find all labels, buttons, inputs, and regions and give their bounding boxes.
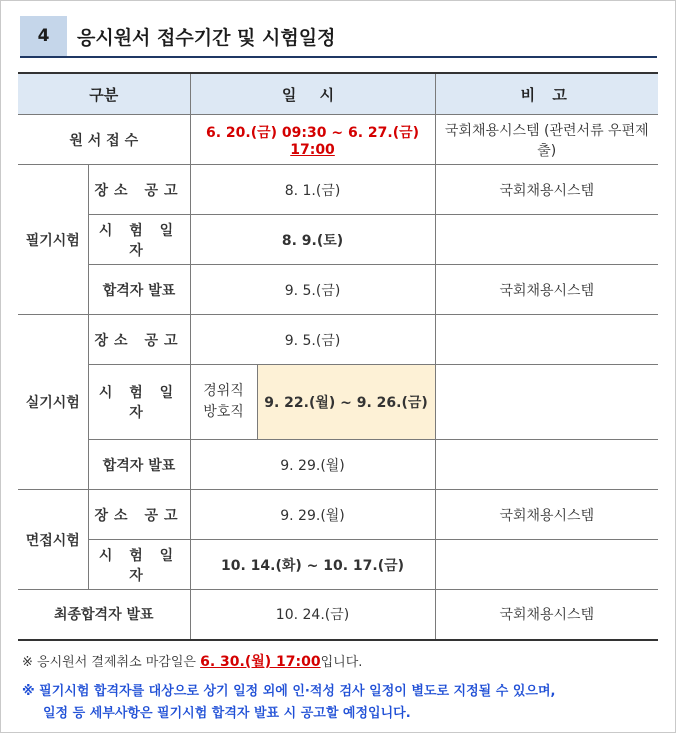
interview-place-label: 장소 공고: [88, 490, 190, 540]
practical-place-remark: [435, 315, 658, 365]
note-cancel-deadline: [22, 651, 362, 671]
note2-line1: ※ 필기시험 합격자를 대상으로 상기 일정 외에 인·적성 검사 일정이 별도로 지정될 수 있으며,: [22, 684, 556, 699]
section-header: [20, 16, 657, 58]
table-row: [18, 540, 658, 590]
table-row: [18, 490, 658, 540]
header-category: 구분: [18, 73, 190, 115]
position-bangho: 방호직: [203, 404, 244, 420]
interview-place-remark: 국회채용시스템: [435, 490, 658, 540]
table-row: [18, 365, 658, 440]
practical-exam-remark: [435, 365, 658, 440]
note2-line2: 일정 등 세부사항은 필기시험 합격자 발표 시 공고할 예정입니다.: [43, 706, 411, 721]
practical-result-label: 합격자 발표: [88, 440, 190, 490]
interview-exam-date: 10. 14.(화) ~ 10. 17.(금): [190, 540, 435, 590]
written-exam-label: 시 험 일 자: [88, 215, 190, 265]
table-row: [18, 115, 658, 165]
written-result-label: 합격자 발표: [88, 265, 190, 315]
practical-place-label: 장소 공고: [88, 315, 190, 365]
table-row: [18, 165, 658, 215]
header-remarks: 비 고: [435, 73, 658, 115]
practical-exam-date: 9. 22.(월) ~ 9. 26.(금): [257, 365, 435, 440]
note1-date: 6. 30.(월) 17:00: [200, 654, 321, 670]
written-result-remark: 국회채용시스템: [435, 265, 658, 315]
written-exam-remark: [435, 215, 658, 265]
table-row: [18, 590, 658, 640]
final-date: 10. 24.(금): [190, 590, 435, 640]
interview-place-date: 9. 29.(월): [190, 490, 435, 540]
table-row: [18, 315, 658, 365]
position-gyeongwi: 경위직: [203, 383, 244, 399]
table-row: [18, 215, 658, 265]
practical-exam-positions: [190, 365, 257, 440]
application-date-text: 6. 20.(금) 09:30 ~ 6. 27.(금): [206, 124, 420, 141]
interview-exam-label: 시 험 일 자: [88, 540, 190, 590]
note-aptitude-test: [22, 681, 555, 725]
header-schedule: 일 시: [190, 73, 435, 115]
schedule-table: [18, 72, 658, 641]
written-place-remark: 국회채용시스템: [435, 165, 658, 215]
interview-group-label: 면접시험: [18, 490, 88, 590]
written-group-label: 필기시험: [18, 165, 88, 315]
application-date: [190, 115, 435, 165]
interview-exam-remark: [435, 540, 658, 590]
table-row: [18, 265, 658, 315]
final-remark: 국회채용시스템: [435, 590, 658, 640]
practical-result-remark: [435, 440, 658, 490]
written-place-label: 장소 공고: [88, 165, 190, 215]
note1-prefix: ※ 응시원서 결제취소 마감일은: [22, 655, 201, 670]
written-place-date: 8. 1.(금): [190, 165, 435, 215]
written-exam-date: 8. 9.(토): [190, 215, 435, 265]
practical-exam-label: 시 험 일 자: [88, 365, 190, 440]
note1-suffix: 입니다.: [320, 655, 363, 670]
application-remark: 국회채용시스템 (관련서류 우편제출): [435, 115, 658, 165]
table-header-row: [18, 73, 658, 115]
final-label: 최종합격자 발표: [18, 590, 190, 640]
practical-result-date: 9. 29.(월): [190, 440, 435, 490]
table-row: [18, 440, 658, 490]
written-result-date: 9. 5.(금): [190, 265, 435, 315]
practical-place-date: 9. 5.(금): [190, 315, 435, 365]
section-number: 4: [20, 16, 67, 56]
application-label: 원 서 접 수: [18, 115, 190, 165]
application-date-time: 17:00: [290, 141, 335, 158]
section-title: 응시원서 접수기간 및 시험일정: [77, 26, 336, 49]
practical-group-label: 실기시험: [18, 315, 88, 490]
